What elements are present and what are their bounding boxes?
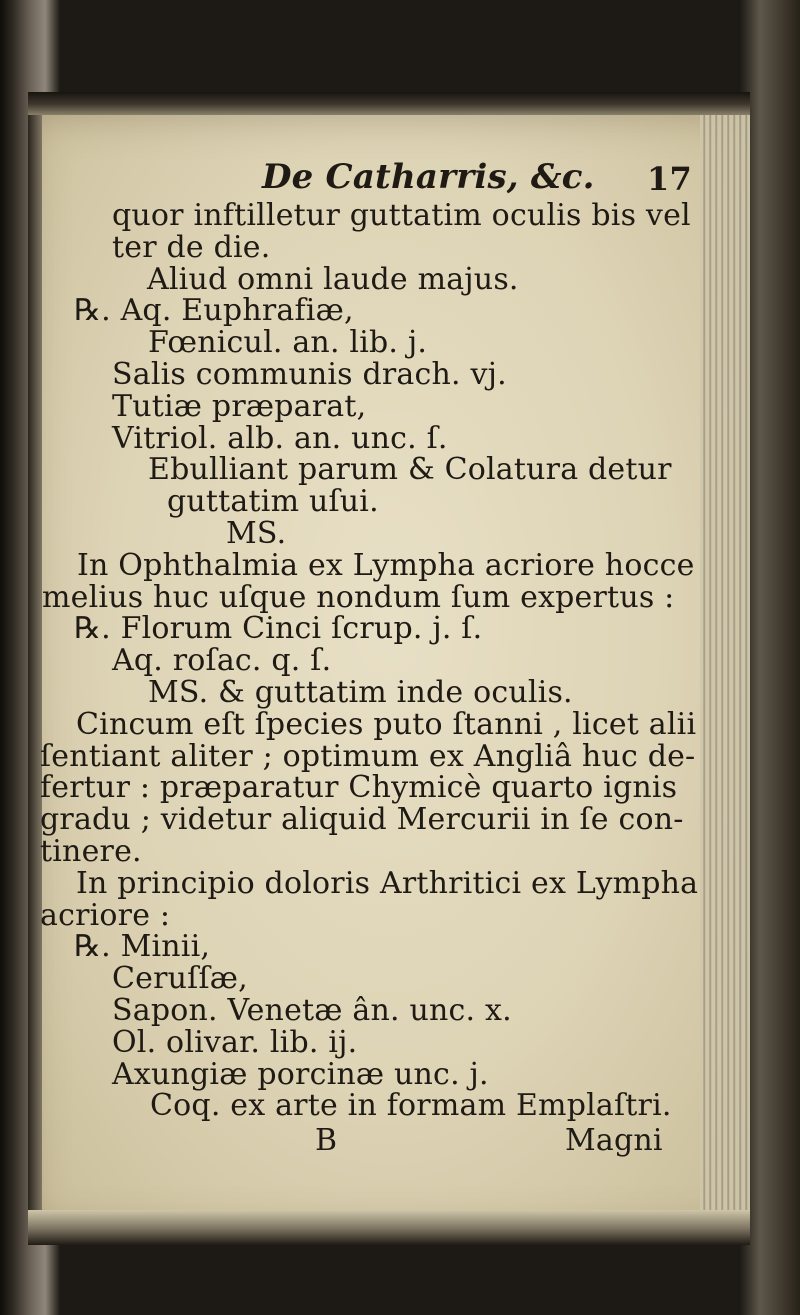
text-line: Tutiæ præparat, — [112, 388, 367, 424]
text-line: Sapon. Venetæ ân. unc. x. — [112, 993, 512, 1028]
text-line: Aq. roſac. q. ſ. — [112, 643, 332, 679]
text-line: acriore : — [40, 897, 171, 933]
text-line: Salis communis drach. vj. — [112, 357, 507, 392]
text-line: MS. & guttatim inde oculis. — [148, 675, 573, 710]
text-line: ſentiant aliter ; optimum ex Angliâ huc de- — [40, 738, 696, 774]
text-line: Vitriol. alb. an. unc. ſ. — [112, 420, 448, 456]
text-line: Aliud omni laude majus. — [147, 261, 519, 297]
text-line: ℞. Minii, — [74, 929, 211, 965]
text-line: fertur : præparatur Chymicè quarto ignis — [40, 770, 678, 806]
text-line: In principio doloris Arthritici ex Lympha — [76, 865, 699, 901]
text-line: ter de die. — [112, 229, 271, 265]
text-line: Axungiæ porcinæ unc. j. — [112, 1056, 489, 1092]
text-line: Ol. olivar. lib. ij. — [112, 1024, 358, 1060]
page-number: 17 — [647, 160, 692, 198]
text-line: quor inftilletur guttatim oculis bis vel — [112, 198, 691, 233]
text-line: Ceruſſæ, — [112, 961, 248, 997]
signature-mark: B — [315, 1123, 338, 1159]
text-line: In Ophthalmia ex Lympha acriore hocce — [77, 547, 695, 583]
text-line: MS. — [226, 516, 287, 551]
text-line: Fœnicul. an. lib. j. — [148, 325, 428, 361]
text-line: Coq. ex arte in formam Emplaſtri. — [150, 1088, 672, 1124]
text-line: guttatim uſui. — [167, 484, 379, 520]
text-line: Cincum eſt ſpecies puto ſtanni , licet alii — [76, 706, 697, 742]
running-title: De Catharris, &c. — [262, 157, 595, 197]
text-line: ℞. Florum Cinci ſcrup. j. ſ. — [74, 611, 483, 647]
text-line: ℞. Aq. Euphrafiæ, — [74, 293, 354, 329]
text-line: tinere. — [40, 834, 142, 869]
text-line: melius huc uſque nondum ſum expertus : — [42, 579, 675, 615]
catchword: Magni — [565, 1123, 663, 1159]
text-line: Ebulliant parum & Colatura detur — [148, 452, 672, 488]
text-line: gradu ; videtur aliquid Mercurii in ſe con- — [40, 802, 684, 838]
